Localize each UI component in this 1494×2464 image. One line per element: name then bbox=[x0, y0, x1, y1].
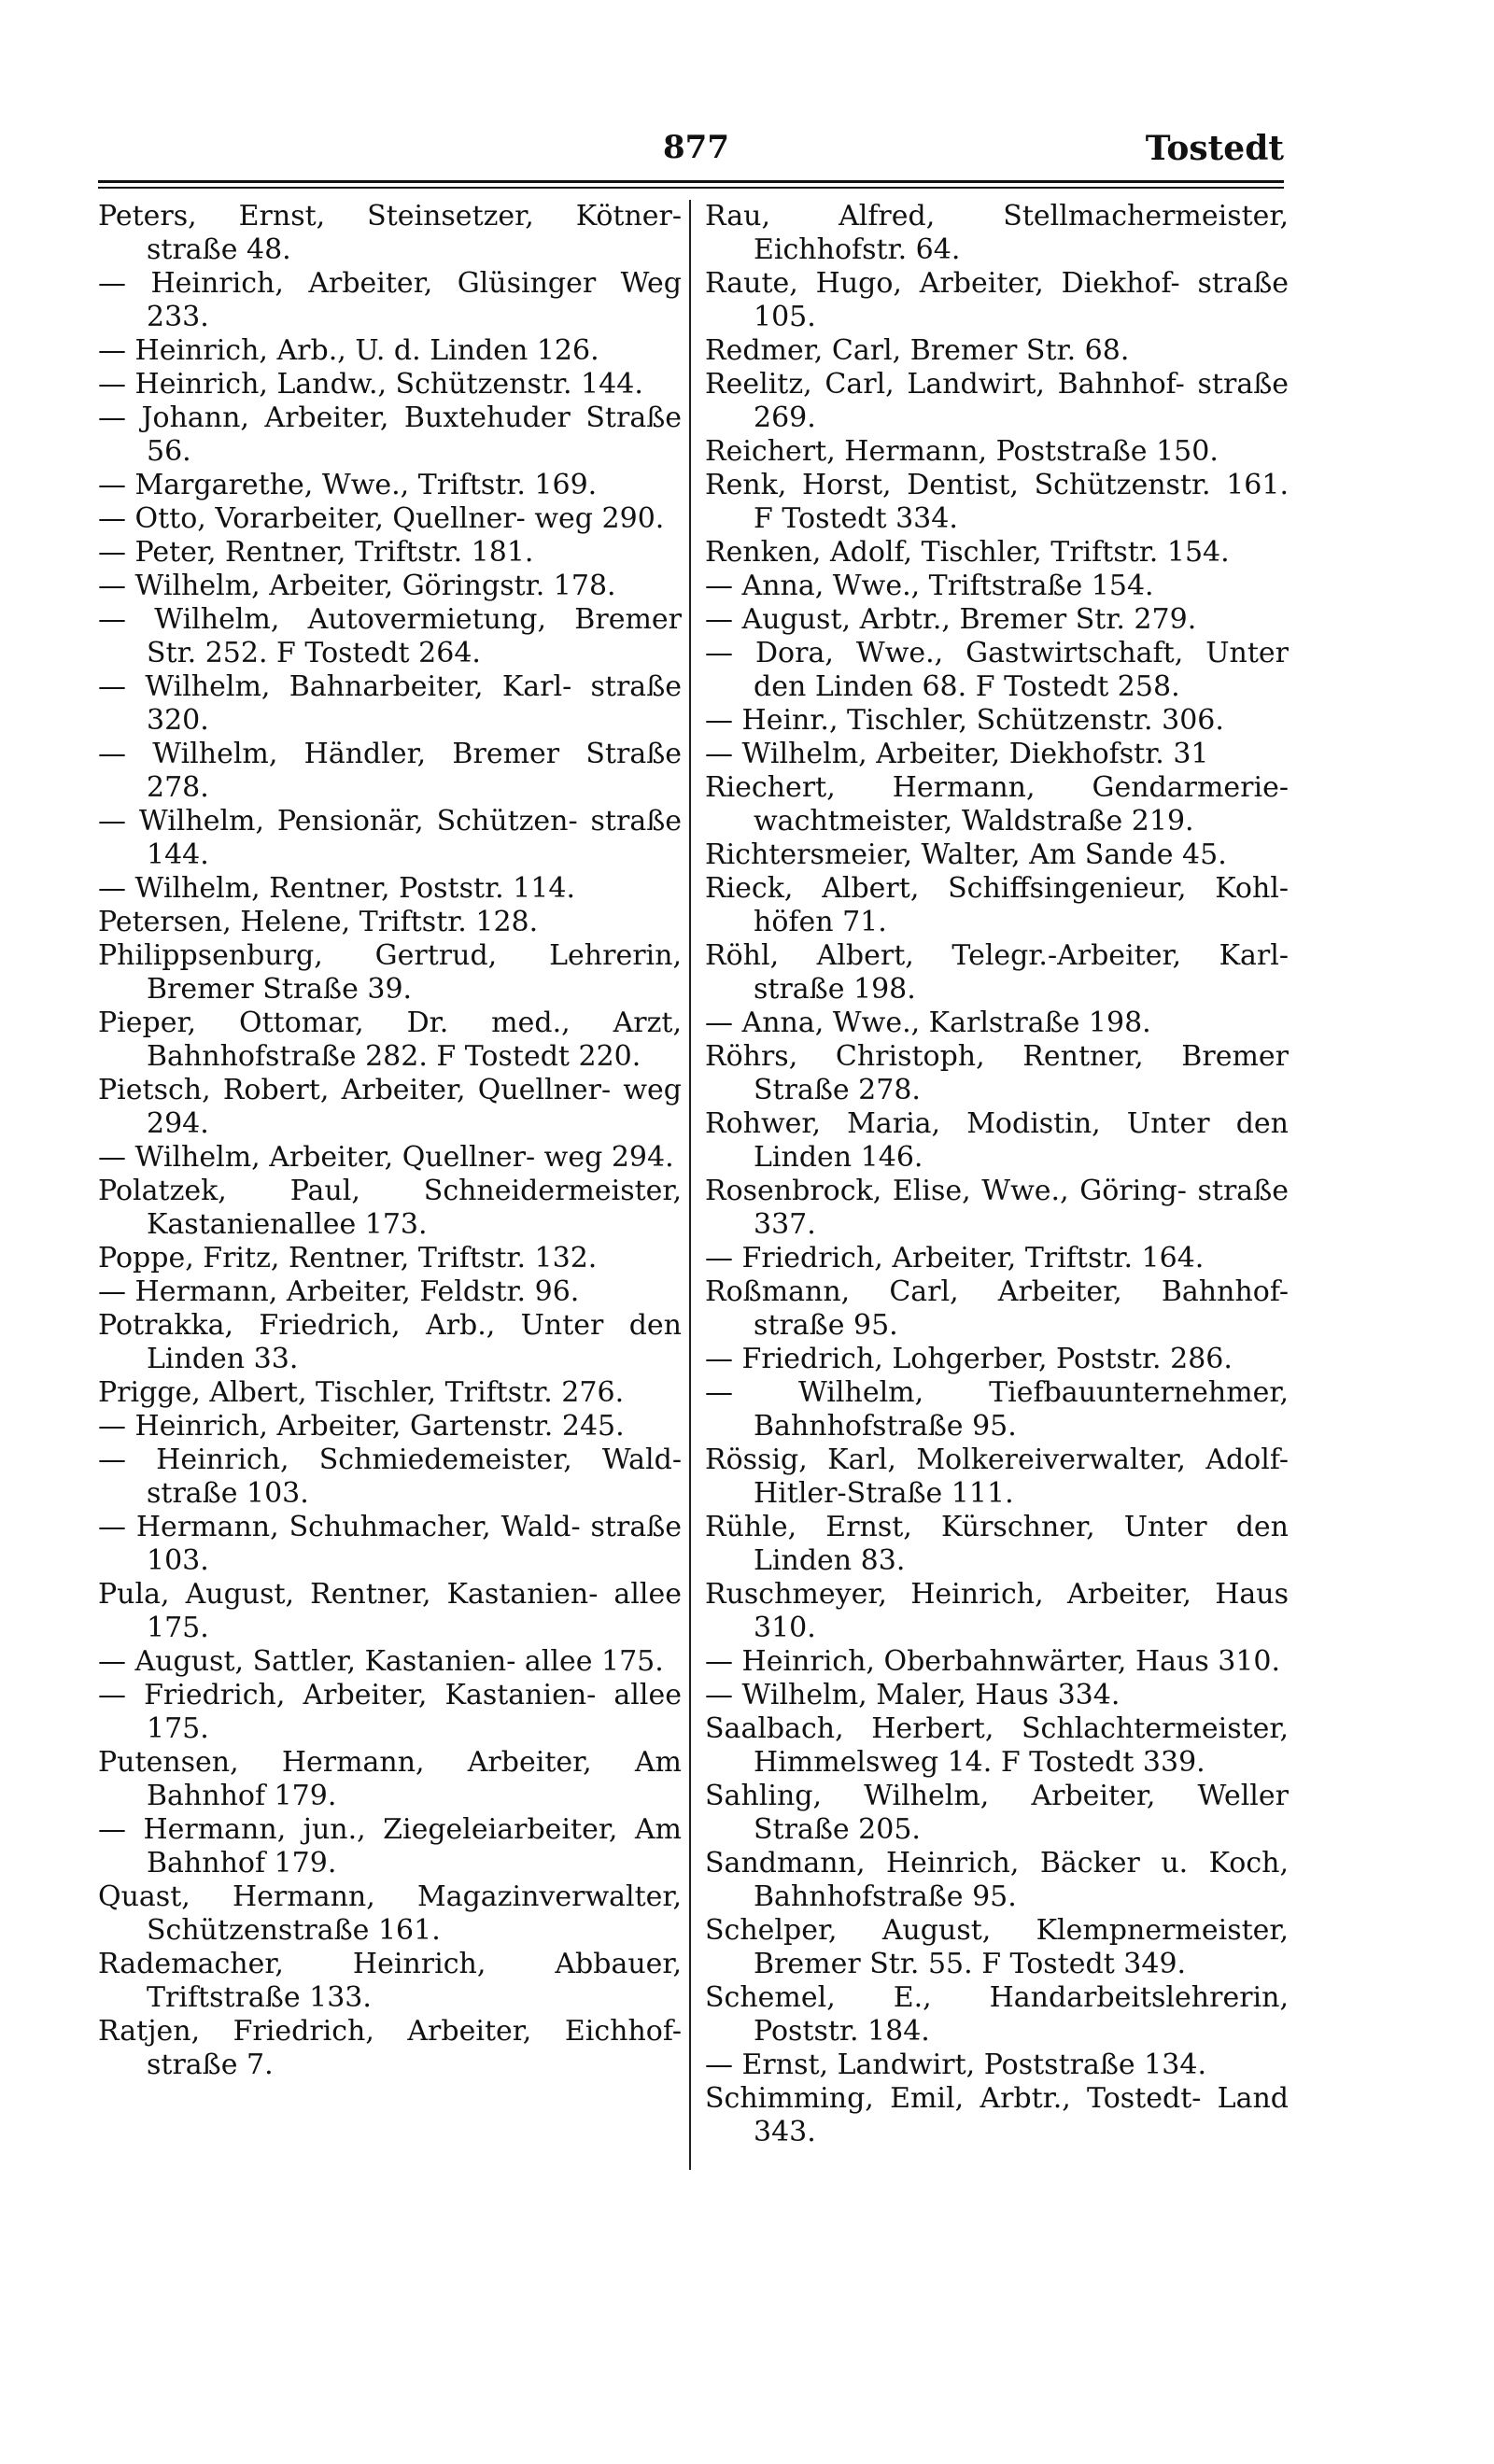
directory-entry: — Anna, Wwe., Triftstraße 154. bbox=[705, 570, 1154, 602]
directory-entry: Polatzek, Paul, Schneidermeister, Kastanienallee 173. bbox=[98, 1175, 682, 1241]
directory-entry: — Heinrich, Schmiedemeister, Wald- straße 103. bbox=[98, 1443, 682, 1510]
directory-entry: — Wilhelm, Arbeiter, Quellner- weg 294. bbox=[98, 1141, 674, 1174]
directory-entry: — Otto, Vorarbeiter, Quellner- weg 290. bbox=[98, 502, 665, 535]
directory-entry: — Wilhelm, Maler, Haus 334. bbox=[705, 1679, 1120, 1711]
directory-entry: Philippsenburg, Gertrud, Lehrerin, Bremer Straße 39. bbox=[98, 939, 682, 1006]
directory-entry: — Wilhelm, Pensionär, Schützen- straße 144. bbox=[98, 805, 682, 871]
directory-entry: Peters, Ernst, Steinsetzer, Kötner- straße 48. bbox=[98, 200, 682, 266]
directory-entry: Renk, Horst, Dentist, Schützenstr. 161. F Tostedt 334. bbox=[705, 469, 1289, 535]
directory-entry: — Heinrich, Arbeiter, Gartenstr. 245. bbox=[98, 1410, 625, 1443]
directory-entry: Saalbach, Herbert, Schlachtermeister, Himmelsweg 14. F Tostedt 339. bbox=[705, 1712, 1289, 1779]
running-head: Tostedt bbox=[1145, 129, 1284, 168]
directory-entry: Ruschmeyer, Heinrich, Arbeiter, Haus 310. bbox=[705, 1578, 1289, 1644]
directory-entry: — Margarethe, Wwe., Triftstr. 169. bbox=[98, 469, 598, 501]
directory-entry: — Hermann, jun., Ziegeleiarbeiter, Am Bahnhof 179. bbox=[98, 1813, 682, 1880]
directory-entry: Röhrs, Christoph, Rentner, Bremer Straße 278. bbox=[705, 1040, 1289, 1106]
directory-entry: — Peter, Rentner, Triftstr. 181. bbox=[98, 536, 534, 569]
directory-entry: Reelitz, Carl, Landwirt, Bahnhof- straße 269. bbox=[705, 368, 1289, 434]
directory-entry: — Wilhelm, Rentner, Poststr. 114. bbox=[98, 872, 575, 905]
directory-entry: Ratjen, Friedrich, Arbeiter, Eichhof- straße 7. bbox=[98, 2015, 682, 2081]
directory-entry: — Heinrich, Arbeiter, Glüsinger Weg 233. bbox=[98, 267, 682, 333]
directory-entry: Reichert, Hermann, Poststraße 150. bbox=[705, 435, 1219, 468]
left-column bbox=[98, 200, 682, 2082]
directory-entry: — Dora, Wwe., Gastwirtschaft, Unter den Linden 68. F Tostedt 258. bbox=[705, 637, 1289, 703]
directory-entry: — Anna, Wwe., Karlstraße 198. bbox=[705, 1007, 1151, 1039]
directory-entry: Rosenbrock, Elise, Wwe., Göring- straße 337. bbox=[705, 1175, 1289, 1241]
directory-entry: — Friedrich, Lohgerber, Poststr. 286. bbox=[705, 1343, 1233, 1375]
directory-entry: Pieper, Ottomar, Dr. med., Arzt, Bahnhofstraße 282. F Tostedt 220. bbox=[98, 1007, 682, 1073]
directory-entry: Röhl, Albert, Telegr.-Arbeiter, Karl- straße 198. bbox=[705, 939, 1289, 1006]
directory-entry: — Friedrich, Arbeiter, Kastanien- allee 175. bbox=[98, 1679, 682, 1745]
directory-entry: — Heinrich, Oberbahnwärter, Haus 310. bbox=[705, 1645, 1281, 1678]
header-rule bbox=[98, 180, 1284, 183]
directory-entry: Poppe, Fritz, Rentner, Triftstr. 132. bbox=[98, 1242, 598, 1274]
directory-entry: Raute, Hugo, Arbeiter, Diekhof- straße 105. bbox=[705, 267, 1289, 333]
directory-entry: Quast, Hermann, Magazinverwalter, Schützenstraße 161. bbox=[98, 1880, 682, 1947]
directory-entry: Richtersmeier, Walter, Am Sande 45. bbox=[705, 838, 1227, 871]
header-rule-thin bbox=[98, 187, 1284, 189]
directory-entry: Pietsch, Robert, Arbeiter, Quellner- weg 294. bbox=[98, 1074, 682, 1140]
directory-entry: — Hermann, Schuhmacher, Wald- straße 103. bbox=[98, 1511, 682, 1577]
directory-entry: Redmer, Carl, Bremer Str. 68. bbox=[705, 334, 1130, 367]
directory-entry: — August, Sattler, Kastanien- allee 175. bbox=[98, 1645, 664, 1678]
directory-entry: Rössig, Karl, Molkereiverwalter, Adolf-Hitler-Straße 111. bbox=[705, 1443, 1289, 1510]
directory-entry: — Wilhelm, Arbeiter, Göringstr. 178. bbox=[98, 570, 616, 602]
directory-entry: — Friedrich, Arbeiter, Triftstr. 164. bbox=[705, 1242, 1205, 1274]
directory-entry: Potrakka, Friedrich, Arb., Unter den Linden 33. bbox=[98, 1309, 682, 1375]
directory-entry: Schemel, E., Handarbeitslehrerin, Poststr. 184. bbox=[705, 1981, 1289, 2048]
directory-entry: — Wilhelm, Autovermietung, Bremer Str. 252. F Tostedt 264. bbox=[98, 603, 682, 669]
directory-entry: Sandmann, Heinrich, Bäcker u. Koch, Bahnhofstraße 95. bbox=[705, 1847, 1289, 1913]
directory-entry: Rademacher, Heinrich, Abbauer, Triftstraße 133. bbox=[98, 1948, 682, 2014]
directory-entry: Rohwer, Maria, Modistin, Unter den Linden 146. bbox=[705, 1107, 1289, 1174]
directory-entry: — Hermann, Arbeiter, Feldstr. 96. bbox=[98, 1275, 580, 1308]
directory-entry: Pula, August, Rentner, Kastanien- allee 175. bbox=[98, 1578, 682, 1644]
directory-entry: Putensen, Hermann, Arbeiter, Am Bahnhof 179. bbox=[98, 1746, 682, 1812]
directory-entry: Petersen, Helene, Triftstr. 128. bbox=[98, 906, 539, 938]
directory-entry: — Heinrich, Landw., Schützenstr. 144. bbox=[98, 368, 643, 401]
directory-entry: Schelper, August, Klempnermeister, Bremer Str. 55. F Tostedt 349. bbox=[705, 1914, 1289, 1980]
directory-entry: — Heinr., Tischler, Schützenstr. 306. bbox=[705, 704, 1224, 737]
directory-entry: — Heinrich, Arb., U. d. Linden 126. bbox=[98, 334, 599, 367]
directory-entry: — Wilhelm, Arbeiter, Diekhofstr. 31 bbox=[705, 738, 1209, 770]
directory-entry: Prigge, Albert, Tischler, Triftstr. 276. bbox=[98, 1376, 625, 1409]
directory-entry: Roßmann, Carl, Arbeiter, Bahnhof- straße 95. bbox=[705, 1275, 1289, 1342]
right-column bbox=[705, 200, 1289, 2149]
directory-entry: Rau, Alfred, Stellmachermeister, Eichhofstr. 64. bbox=[705, 200, 1289, 266]
directory-entry: Schimming, Emil, Arbtr., Tostedt- Land 343. bbox=[705, 2082, 1289, 2148]
directory-entry: Riechert, Hermann, Gendarmerie- wachtmeister, Waldstraße 219. bbox=[705, 771, 1289, 838]
directory-entry: Sahling, Wilhelm, Arbeiter, Weller Straße 205. bbox=[705, 1780, 1289, 1846]
directory-entry: — Wilhelm, Tiefbauunternehmer, Bahnhofstraße 95. bbox=[705, 1376, 1289, 1443]
column-divider bbox=[689, 200, 691, 2170]
directory-entry: — Ernst, Landwirt, Poststraße 134. bbox=[705, 2049, 1206, 2081]
directory-entry: — August, Arbtr., Bremer Str. 279. bbox=[705, 603, 1197, 636]
directory-entry: — Johann, Arbeiter, Buxtehuder Straße 56. bbox=[98, 401, 682, 468]
directory-entry: Rühle, Ernst, Kürschner, Unter den Linden 83. bbox=[705, 1511, 1289, 1577]
page-number: 877 bbox=[663, 129, 729, 166]
directory-entry: — Wilhelm, Bahnarbeiter, Karl- straße 320. bbox=[98, 670, 682, 737]
page-header bbox=[98, 129, 1284, 176]
directory-entry: — Wilhelm, Händler, Bremer Straße 278. bbox=[98, 738, 682, 804]
directory-entry: Rieck, Albert, Schiffsingenieur, Kohl- höfen 71. bbox=[705, 872, 1289, 938]
directory-entry: Renken, Adolf, Tischler, Triftstr. 154. bbox=[705, 536, 1230, 569]
